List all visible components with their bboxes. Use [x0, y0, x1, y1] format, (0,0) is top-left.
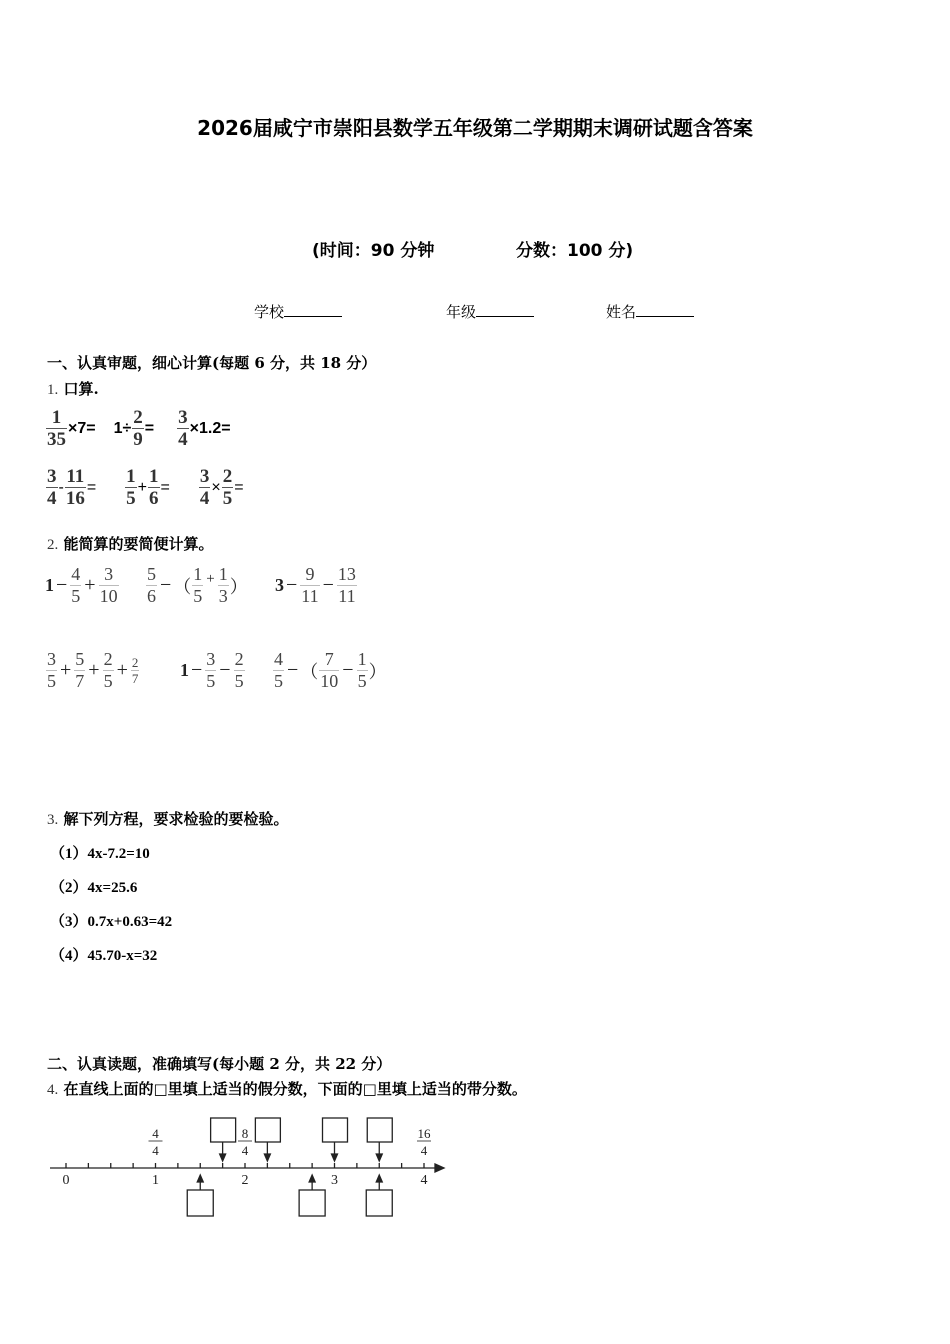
- operator: +: [137, 478, 148, 496]
- question-3: [47, 808, 289, 829]
- answer-box-bottom[interactable]: [299, 1190, 325, 1216]
- name-blank[interactable]: [636, 302, 694, 317]
- question-text: 能简算的要简便计算。: [63, 535, 214, 553]
- arrow-down-icon: [376, 1154, 382, 1161]
- name-label: 姓名: [606, 303, 637, 321]
- fraction: $\frac{1}{5}$: [357, 649, 367, 691]
- fraction-denominator: 4: [420, 1143, 428, 1158]
- fraction: $\frac{1}{6}$: [149, 466, 159, 509]
- answer-box-bottom[interactable]: [366, 1190, 392, 1216]
- equals: =: [234, 478, 244, 496]
- answer-box-top[interactable]: [211, 1118, 236, 1142]
- fraction-numerator: 8: [241, 1126, 249, 1141]
- fraction: $\frac{3}{4}$: [47, 466, 57, 509]
- simplify-expr-4: $\frac{3}{5}$ + $\frac{5}{7}$ + $\frac{2}{5}$ + $\frac{2}{7}$: [47, 649, 139, 691]
- fraction: $\frac{13}{11}$: [337, 564, 356, 606]
- equation-2: （2）4x=25.6: [50, 880, 138, 896]
- axis-label: 2: [241, 1173, 249, 1188]
- fraction: $\frac{5}{7}$: [75, 649, 85, 691]
- oral-calc-row-1: [45, 407, 231, 450]
- operator: ×: [211, 478, 221, 496]
- operator: -: [58, 478, 64, 496]
- section1-heading: 一、认真审题，细心计算(每题 6 分，共 18 分）: [47, 354, 377, 372]
- document-title: 2026届咸宁市崇阳县数学五年级第二学期期末调研试题含答案: [197, 116, 753, 140]
- question-text: 解下列方程，要求检验的要检验。: [63, 810, 289, 828]
- expr-tail: ×1.2=: [189, 419, 231, 437]
- fraction: $\frac{1}{3}$: [218, 564, 228, 606]
- expr-tail: ×7=: [68, 419, 96, 437]
- grade-blank[interactable]: [476, 302, 534, 317]
- section2-heading: 二、认真读题，准确填写(每小题 2 分，共 22 分）: [47, 1055, 392, 1073]
- grade-label: 年级: [446, 303, 477, 321]
- oral-calc-row-2: [45, 466, 244, 509]
- question-number: 3.: [47, 812, 59, 828]
- question-number: 2.: [47, 537, 59, 553]
- arrow-down-icon: [220, 1154, 226, 1161]
- fraction: $\frac{3}{5}$: [206, 649, 216, 691]
- equation-3: （3）0.7x+0.63=42: [50, 914, 173, 930]
- exam-time: (时间：90 分钟: [312, 241, 435, 261]
- question-1: [47, 378, 99, 399]
- fraction: $\frac{3}{10}$: [99, 564, 118, 606]
- fraction: $\frac{2}{5}$: [234, 649, 244, 691]
- expr-head: 1÷: [113, 419, 132, 437]
- simplify-expr-3: 3 − $\frac{9}{11}$ − $\frac{13}{11}$: [275, 564, 356, 606]
- question-2: [47, 533, 214, 554]
- fraction: $\frac{2}{9}$: [133, 407, 143, 450]
- fraction-denominator: 4: [152, 1143, 159, 1158]
- axis-arrow-icon: [435, 1164, 444, 1172]
- fraction: $\frac{3}{4}$: [199, 466, 210, 509]
- equals: =: [86, 478, 97, 496]
- fraction: $\frac{3}{4}$: [178, 407, 188, 450]
- fraction: $\frac{7}{10}$: [320, 649, 339, 691]
- fraction-numerator: 16: [417, 1126, 431, 1141]
- equation-1: （1）4x-7.2=10: [50, 846, 150, 862]
- fraction: $\frac{1}{35}$: [47, 407, 66, 450]
- school-field[interactable]: [254, 301, 342, 322]
- fraction: $\frac{1}{5}$: [193, 564, 203, 606]
- exam-score: 分数：100 分): [516, 241, 634, 261]
- fraction: $\frac{2}{5}$: [103, 649, 113, 691]
- simplify-expr-6: $\frac{4}{5}$ − （ $\frac{7}{10}$ − $\frac{1}{5}$ ）: [274, 649, 387, 691]
- school-blank[interactable]: [284, 302, 342, 317]
- axis-label: 4: [420, 1173, 428, 1188]
- fraction: $\frac{4}{5}$: [71, 564, 81, 606]
- fraction-denominator: 4: [241, 1143, 249, 1158]
- expr-tail: =: [144, 419, 155, 437]
- question-number: 4.: [47, 1082, 59, 1098]
- school-label: 学校: [254, 303, 285, 321]
- equation-4: （4）45.70-x=32: [50, 948, 158, 964]
- axis-label: 1: [152, 1173, 159, 1188]
- answer-box-bottom[interactable]: [187, 1190, 213, 1216]
- question-text: 口算.: [63, 380, 99, 398]
- name-field[interactable]: [606, 301, 694, 322]
- simplify-expr-1: 1 − $\frac{4}{5}$ + $\frac{3}{10}$: [45, 564, 118, 606]
- equals: =: [160, 478, 170, 496]
- axis-label: 0: [62, 1173, 70, 1188]
- fraction: $\frac{5}{6}$: [147, 564, 156, 606]
- fraction: $\frac{2}{7}$: [131, 655, 139, 686]
- answer-box-top[interactable]: [323, 1118, 348, 1142]
- number-line-figure: [40, 1105, 460, 1230]
- answer-box-top[interactable]: [255, 1118, 280, 1142]
- fraction: $\frac{4}{5}$: [274, 649, 283, 691]
- fraction: $\frac{9}{11}$: [301, 564, 319, 606]
- arrow-down-icon: [332, 1154, 338, 1161]
- fraction: $\frac{3}{5}$: [47, 649, 56, 691]
- fraction-numerator: 4: [152, 1126, 159, 1141]
- arrow-down-icon: [264, 1154, 270, 1161]
- grade-field[interactable]: [446, 301, 534, 322]
- simplify-expr-5: 1 − $\frac{3}{5}$ − $\frac{2}{5}$: [180, 649, 244, 691]
- axis-label: 3: [331, 1173, 338, 1188]
- question-number: 1.: [47, 382, 59, 398]
- simplify-expr-2: $\frac{5}{6}$ − （ $\frac{1}{5}$ + $\frac{1}{3}$ ）: [147, 564, 248, 606]
- answer-box-top[interactable]: [367, 1118, 392, 1142]
- question-4: [47, 1078, 527, 1099]
- fraction: $\frac{1}{5}$: [126, 466, 136, 509]
- question-text: 在直线上面的□里填上适当的假分数，下面的□里填上适当的带分数。: [63, 1080, 527, 1098]
- fraction: $\frac{2}{5}$: [222, 466, 233, 509]
- fraction: $\frac{11}{16}$: [65, 466, 85, 509]
